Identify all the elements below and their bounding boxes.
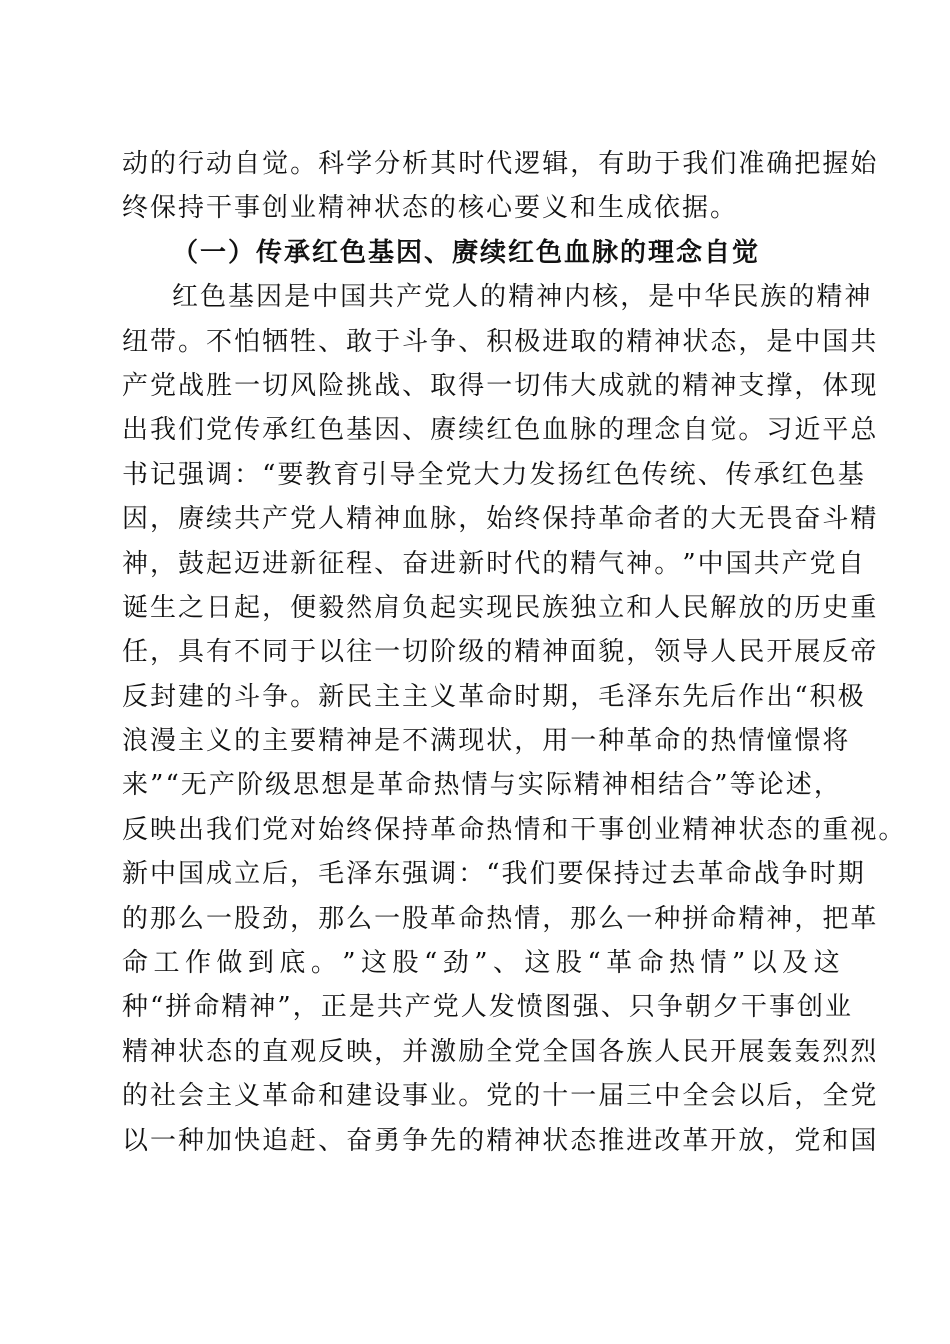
text-line-12: 任 ， 具 有 不 同 于 以 往 一 切 阶 级 的 精 神 面 貌 ， 领 导 人 民 开 展 反 帝 [122,637,879,668]
body-text [122,142,907,1163]
text-line-5: 纽 带 。 不 怕 牺 牲 、 敢 于 斗 争 、 积 极 进 取 的 精 神 状 态 ， 是 中 国 共 [122,326,879,357]
text-line-18: 的 那 么 一 股 劲 ， 那 么 一 股 革 命 热 情 ， 那 么 一 种 拼 命 精 神 ， 把 革 [122,903,879,934]
text-line-20: 种 “ 拼 命 精 神 ” ， 正 是 共 产 党 人 发 愤 图 强 、 只 争 朝 夕 干 事 创 业 [122,992,853,1023]
text-line-6: 产 党 战 胜 一 切 风 险 挑 战 、 取 得 一 切 伟 大 成 就 的 精 神 支 撑 ， 体 现 [122,370,879,401]
text-line-19: 命 工 作 做 到 底 。 ” 这 股 “ 劲 ” 、 这 股 “ 革 命 热 情 ” 以 及 这 [122,948,842,979]
text-line-10: 神 ， 鼓 起 迈 进 新 征 程 、 奋 进 新 时 代 的 精 气 神 。 ” 中 国 共 产 党 自 [122,548,866,579]
section-heading: （一）传承红色基因、赓续红色血脉的理念自觉 [172,237,761,268]
text-line-21: 精 神 状 态 的 直 观 反 映 ， 并 激 励 全 党 全 国 各 族 人 民 开 展 轰 轰 烈 烈 [122,1036,879,1067]
text-line-15: 来 ” “ 无 产 阶 级 思 想 是 革 命 热 情 与 实 际 精 神 相 结 合 ” 等 论 述 ， [122,770,842,801]
paragraph-first-line: 红 色 基 因 是 中 国 共 产 党 人 的 精 神 内 核 ， 是 中 华 民 族 的 精 神 [172,282,873,313]
text-line-13: 反 封 建 的 斗 争 。 新 民 主 主 义 革 命 时 期 ， 毛 泽 东 先 后 作 出 “ 积 极 [122,681,866,712]
text-line-14: 浪 漫 主 义 的 主 要 精 神 是 不 满 现 状 ， 用 一 种 革 命 的 热 情 憧 憬 将 [122,726,851,757]
text-line-8: 书 记 强 调 ： “ 要 教 育 引 导 全 党 大 力 发 扬 红 色 传 统 、 传 承 红 色 基 [122,459,866,490]
text-line-16: 反 映 出 我 们 党 对 始 终 保 持 革 命 热 情 和 干 事 创 业 精 神 状 态 的 重 视 。 [122,814,907,845]
text-line-17: 新 中 国 成 立 后 ， 毛 泽 东 强 调 ： “ 我 们 要 保 持 过 去 革 命 战 争 时 期 [122,859,866,890]
text-line-23: 以 一 种 加 快 追 赶 、 奋 勇 争 先 的 精 神 状 态 推 进 改 革 开 放 ， 党 和 国 [122,1125,879,1156]
text-line-1: 动 的 行 动 自 觉 。 科 学 分 析 其 时 代 逻 辑 ， 有 助 于 我 们 准 确 把 握 始 [122,149,879,179]
text-line-7: 出 我 们 党 传 承 红 色 基 因 、 赓 续 红 色 血 脉 的 理 念 自 觉 。 习 近 平 总 [122,415,879,446]
text-line-2: 终保持干事创业精神状态的核心要义和生成依据。 [122,193,739,224]
text-line-11: 诞 生 之 日 起 ， 便 毅 然 肩 负 起 实 现 民 族 独 立 和 人 民 解 放 的 历 史 重 [122,592,879,623]
text-line-9: 因 ， 赓 续 共 产 党 人 精 神 血 脉 ， 始 终 保 持 革 命 者 的 大 无 畏 奋 斗 精 [122,504,879,535]
text-line-22: 的 社 会 主 义 革 命 和 建 设 事 业 。 党 的 十 一 届 三 中 全 会 以 后 ， 全 党 [122,1081,879,1112]
